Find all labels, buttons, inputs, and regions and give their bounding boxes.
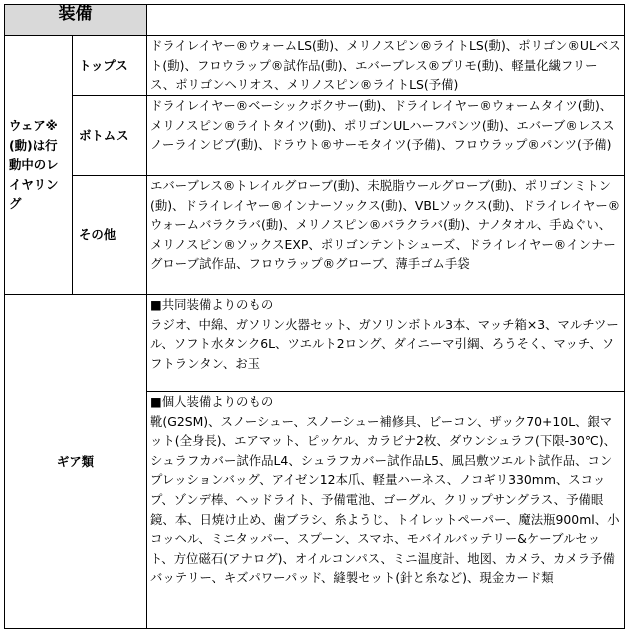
wear-items-tops: ドライレイヤー®ウォームLS(動)、メリノスピン®ライトLS(動)、ポリゴン®ULベスト(動)、フロウラップ®試作品(動)、エバーブレス®プリモ(動)、軽量化繊フリース、ポリゴンヘリオス、メリノスピン®ライトLS(予備)	[147, 36, 625, 96]
wear-category-label: ウェア※(動)は行動中のレイヤリング	[5, 36, 73, 295]
wear-row-tops	[5, 36, 625, 96]
gear-shared-items: ラジオ、中綿、ガソリン火器セット、ガソリンボトル3本、マッチ箱×3、マルチツール、ソフト水タンク6L、ツエルト2ロング、ダイニーマ引綱、ろうそく、マッチ、ソフトランタン、お玉	[150, 316, 619, 371]
wear-items-bottoms: ドライレイヤー®ベーシックボクサー(動)、ドライレイヤー®ウォームタイツ(動)、メリノスピン®ライトタイツ(動)、ポリゴンULハーフパンツ(動)、エバーブ®レススノーラインビブ(動)、ドラウト®サーモタイツ(予備)、フロウラップ®パンツ(予備)	[147, 96, 625, 176]
header-row	[5, 5, 625, 36]
header-empty-cell	[147, 5, 625, 36]
header-title: 装備	[5, 5, 147, 36]
wear-sub-label-tops: トップス	[73, 36, 147, 96]
gear-category-label: ギア類	[5, 295, 147, 629]
gear-block-personal	[147, 392, 625, 629]
equipment-table-wrapper	[4, 4, 625, 629]
wear-items-others: エバーブレス®トレイルグローブ(動)、未脱脂ウールグローブ(動)、ポリゴンミトン(動)、ドライレイヤー®インナーソックス(動)、VBLソックス(動)、ドライレイヤー®ウォームバラクラバ(動)、メリノスピン®バラクラバ(動)、ナノタオル、手ぬぐい、メリノスピン®ソックスEXP、ポリゴンテントシューズ、ドライレイヤー®インナーグローブ試作品、フロウラップ®グローブ、薄手ゴム手袋	[147, 176, 625, 295]
gear-personal-heading: ■個人装備よりのもの	[150, 394, 274, 409]
wear-sub-label-bottoms: ボトムス	[73, 96, 147, 176]
gear-personal-items: 靴(G2SM)、スノーシュー、スノーシュー補修具、ビーコン、ザック70+10L、銀マット(全身長)、エアマット、ピッケル、カラビナ2枚、ダウンシュラフ(下限-30℃)、シュラフカバー試作品L4、シュラフカバー試作品L5、風呂敷ツエルト試作品、コンプレッションバッグ、アイゼン12本爪、軽量ハーネス、ノコギリ330mm、スコップ、ゾンデ棒、ヘッドライト、予備電池、ゴーグル、クリップサングラス、予備眼鏡、本、日焼け止め、歯ブラシ、糸ようじ、トイレットペーパー、魔法瓶900ml、小コッヘル、ミニタッパー、スプーン、スマホ、モバイルバッテリー&ケーブルセット、方位磁石(アナログ)、オイルコンパス、ミニ温度計、地図、カメラ、カメラ予備バッテリー、キズパワーパッド、縫製セット(針と糸など)、現金カード類	[150, 413, 620, 586]
wear-sub-label-others: その他	[73, 176, 147, 295]
wear-row-bottoms	[5, 96, 625, 176]
gear-shared-heading: ■共同装備よりのもの	[150, 297, 274, 312]
gear-block-shared	[147, 295, 625, 392]
wear-row-others	[5, 176, 625, 295]
gear-row-shared	[5, 295, 625, 392]
equipment-table	[4, 4, 625, 629]
